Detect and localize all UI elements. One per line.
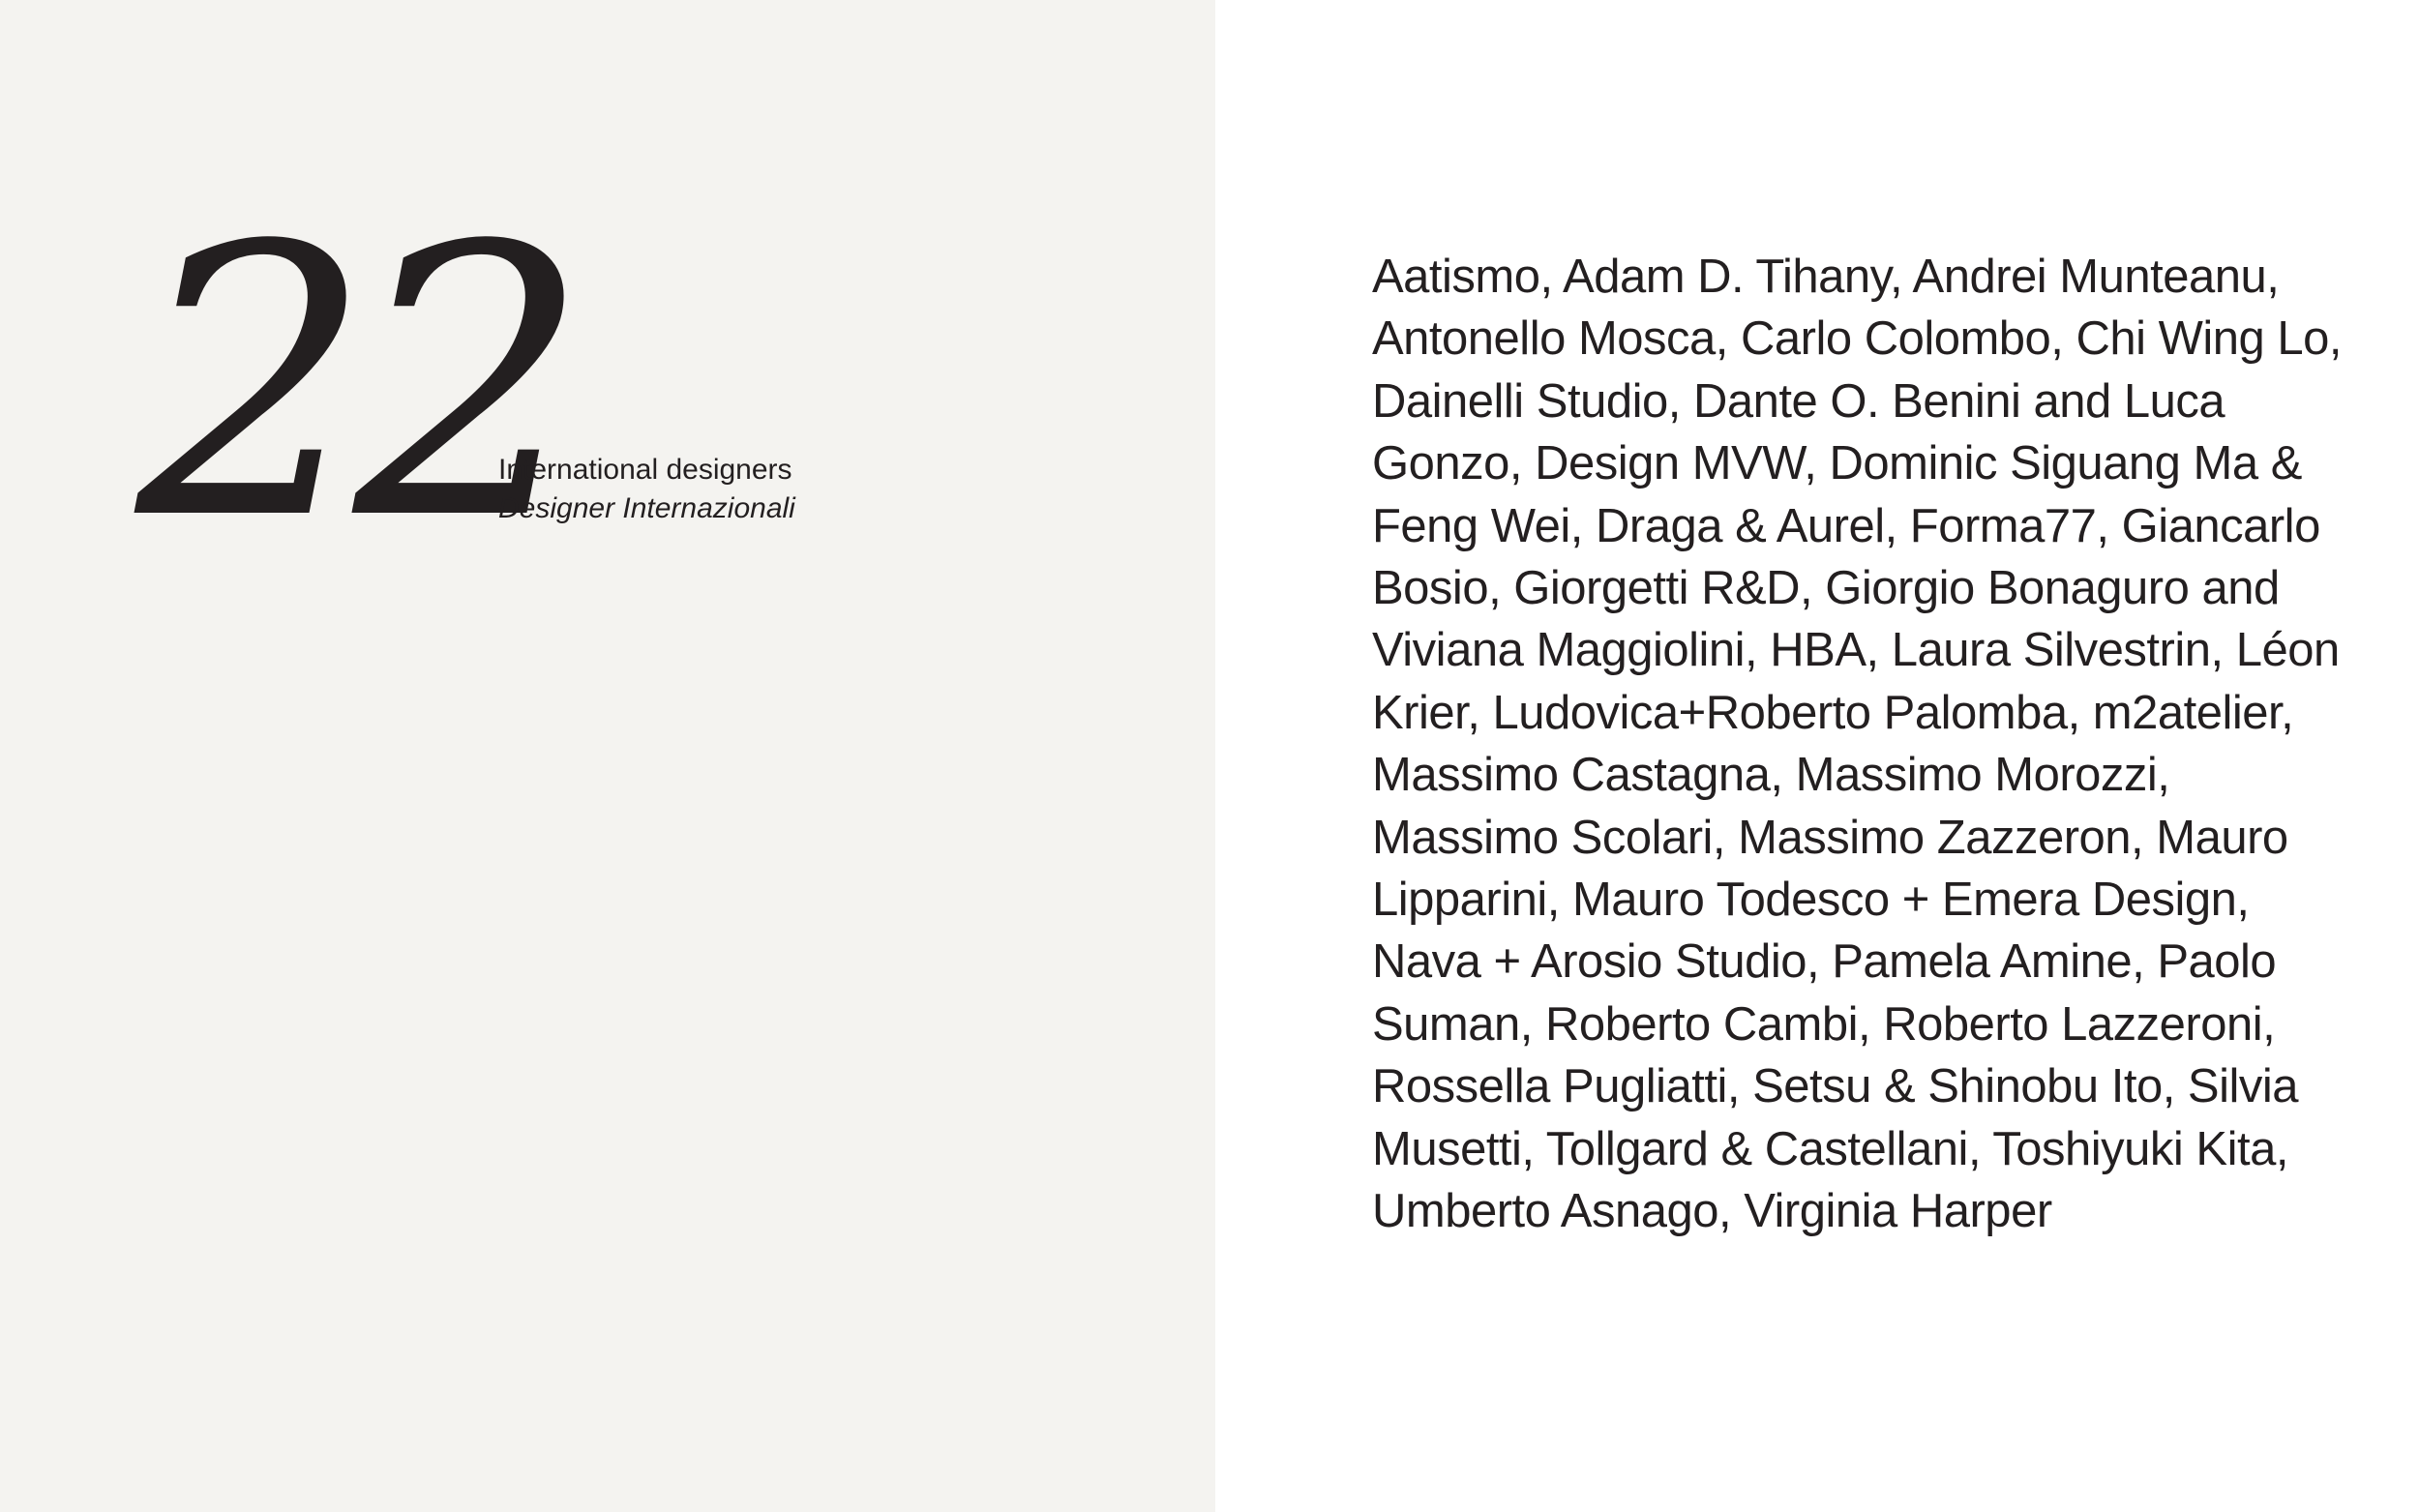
designer-list: Aatismo, Adam D. Tihany, Andrei Munteanu, Antonello Mosca, Carlo Colombo, Chi Wing Lo, Dainelli Studio, Dante O. Benini and Luca Gonzo, Design MVW, Dominic Siguang Ma & Feng Wei, Draga & Aurel, Forma77, Giancarlo Bosio, Giorgetti R&D, Giorgio Bonaguro and Viviana Maggiolini, HBA, Laura Silvestrin, Léon Krier, Ludovica+Roberto Palomba, m2atelier, Massimo Castagna, Massimo Morozzi, Massimo Scolari, Massimo Zazzeron, Mauro Lipparini, Mauro Todesco + Emera Design, Nava + Arosio Studio, Pamela Amine, Paolo Suman, Roberto Cambi, Roberto Lazzeroni, Rossella Pugliatti, Setsu & Shinobu Ito, Silvia Musetti, Tollgard & Castellani, Toshiyuki Kita, Umberto Asnago, Virginia Harper (1372, 251, 2343, 1238)
caption-italian: Designer Internazionali (498, 492, 795, 524)
count-caption (498, 451, 795, 528)
designer-count: 22 (135, 167, 571, 601)
caption-english: International designers (498, 454, 792, 486)
